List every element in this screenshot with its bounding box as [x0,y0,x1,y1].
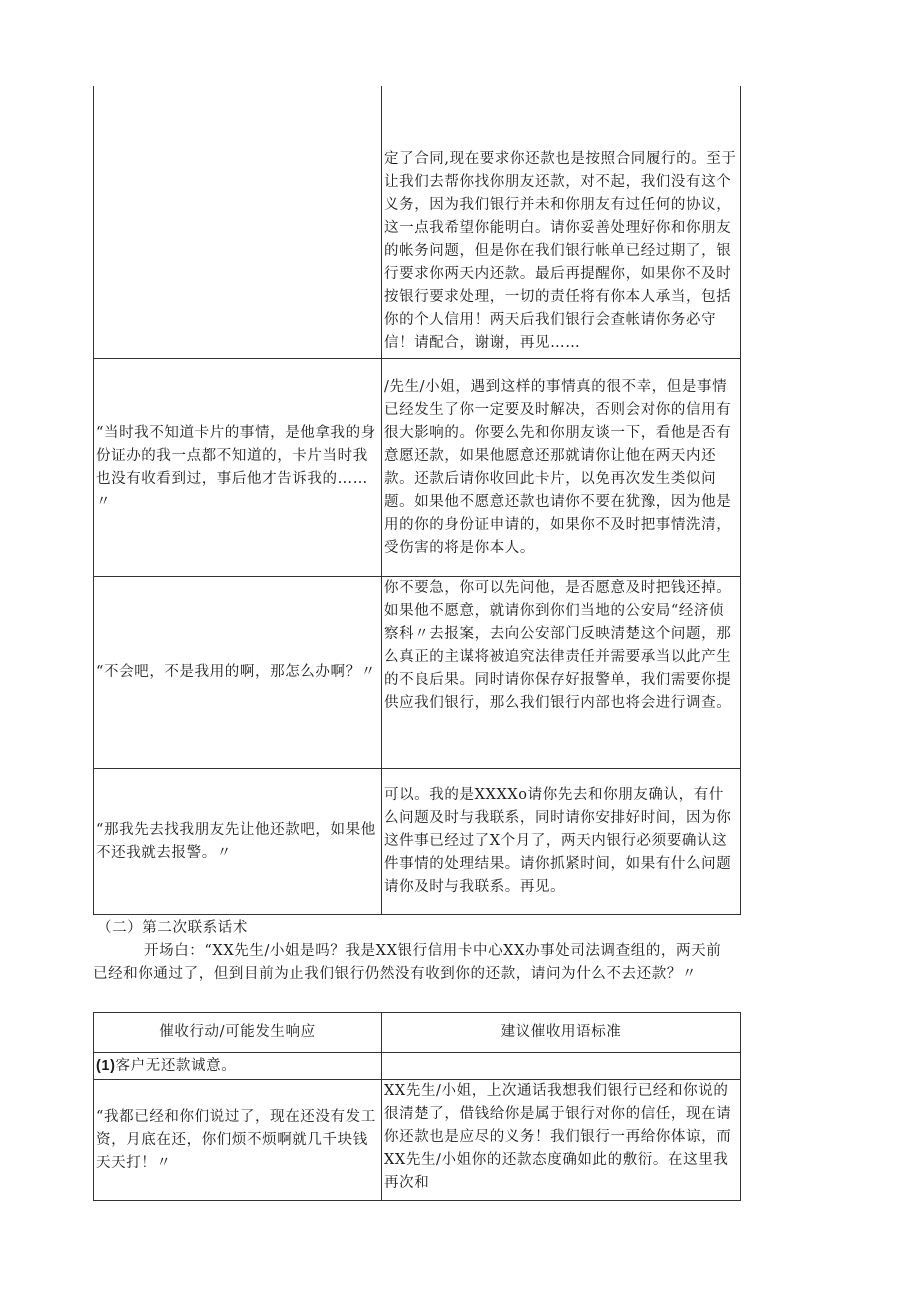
response-cell [94,86,382,359]
category-number: (1) [96,1057,116,1074]
script-table-2 [93,1012,741,1201]
table-row [94,1080,741,1201]
table-row [94,769,741,915]
table-row [94,359,741,577]
response-cell: “当时我不知道卡片的事情，是他拿我的身份证办的我一点都不知道的，卡片当时我也没有收看到过，事后他才告诉我的……〃 [94,359,382,577]
column-header-response: 催收行动/可能发生响应 [94,1013,382,1053]
script-cell: 可以。我的是XXXXo请你先去和你朋友确认，有什么问题及时与我联系，同时请你安排好时间，因为你这件事已经过了X个月了，两天内银行必须要确认这件事情的处理结果。请你抓紧时间，如果有什么问题请你及时与我联系。再见。 [382,769,741,915]
response-cell: “我都已经和你们说过了，现在还没有发工资，月底在还，你们烦不烦啊就几千块钱天天打！〃 [94,1080,382,1201]
table-header-row [94,1013,741,1053]
empty-cell [382,1053,741,1080]
category-row [94,1053,741,1080]
column-header-script: 建议催收用语标准 [382,1013,741,1053]
table-row [94,86,741,359]
script-table-1 [93,86,741,915]
script-cell: 定了合同,现在要求你还款也是按照合同履行的。至于让我们去帮你找你朋友还款，对不起，我们没有这个义务，因为我们银行并未和你朋友有过任何的协议，这一点我希望你能明白。请你妥善处理好你和你朋友的帐务问题，但是你在我们银行帐单已经过期了，银行要求你两天内还款。最后再提醒你，如果你不及时按银行要求处理，一切的责任将有你本人承当，包括你的个人信用！两天后我们银行会查帐请你务必守信！请配合，谢谢，再见…… [382,86,741,359]
script-cell: /先生/小姐，遇到这样的事情真的很不幸，但是事情已经发生了你一定要及时解决，否则会对你的信用有很大影响的。你要么先和你朋友谈一下，看他是否有意愿还款，如果他愿意还那就请你让他在两天内还款。还款后请你收回此卡片，以免再次发生类似问题。如果他不愿意还款也请你不要在犹豫，因为他是用的你的身份证申请的，如果你不及时把事情洗清，受伤害的将是你本人。 [382,359,741,577]
category-cell [94,1053,382,1080]
table-row [94,577,741,769]
response-cell: “不会吧，不是我用的啊，那怎么办啊？〃 [94,577,382,769]
script-cell: XX先生/小姐，上次通话我想我们银行已经和你说的很清楚了，借钱给你是属于银行对你的信任，现在请你还款也是应尽的义务！我们银行一再给你体谅，而XX先生/小姐你的还款态度确如此的敷衍。在这里我再次和 [382,1080,741,1201]
script-cell: 你不要急，你可以先问他，是否愿意及时把钱还掉。如果他不愿意，就请你到你们当地的公安局“经济侦察科〃去报案，去向公安部门反映清楚这个问题，那么真正的主谋将被追究法律责任并需要承当以此产生的不良后果。同时请你保存好报警单，我们需要你提供应我们银行，那么我们银行内部也将会进行调查。 [382,577,741,769]
response-cell: “那我先去找我朋友先让他还款吧，如果他不还我就去报警。〃 [94,769,382,915]
section-title: （二）第二次联系话术 [97,920,248,936]
category-label: 客户无还款诚意。 [115,1057,237,1074]
opening-paragraph: 开场白：“XX先生/小姐是吗？我是XX银行信用卡中心XX办事处司法调查组的，两天前已经和你通过了，但到目前为止我们银行仍然没有收到你的还款，请问为什么不去还款？〃 [93,943,722,982]
